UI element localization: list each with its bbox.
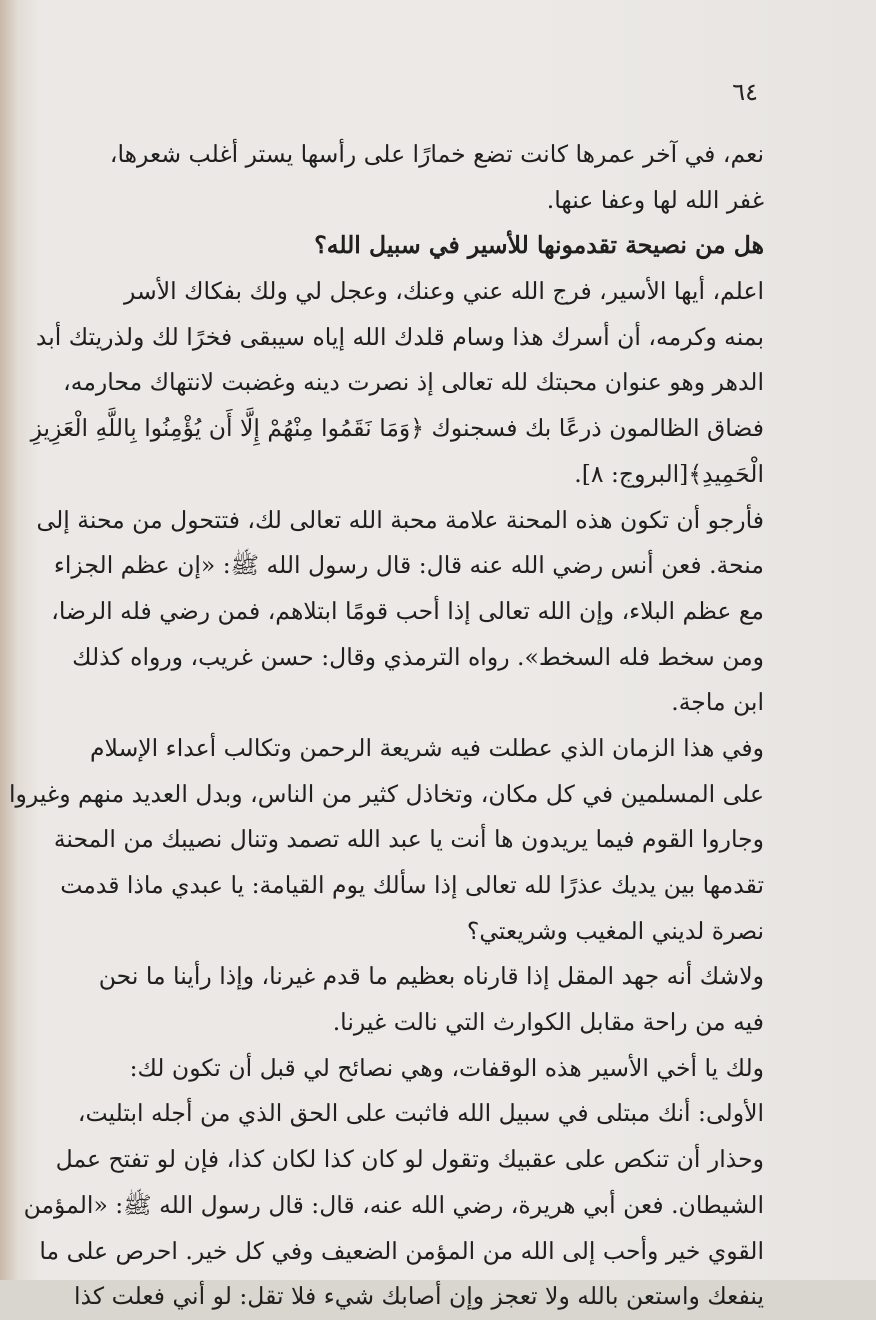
text-line: ينفعك واستعن بالله ولا تعجز وإن أصابك شيء فلا تقل: لو أني فعلت كذا <box>74 1282 764 1311</box>
text-line: ابن ماجة. <box>671 688 764 717</box>
text-line: فيه من راحة مقابل الكوارث التي نالت غيرنا. <box>332 1008 764 1037</box>
text-line: القوي خير وأحب إلى الله من المؤمن الضعيف وفي كل خير. احرص على ما <box>39 1236 764 1265</box>
text-line: ومن سخط فله السخط». رواه الترمذي وقال: حسن غريب، ورواه كذلك <box>72 642 764 671</box>
text-line: وحذار أن تنكص على عقبيك وتقول لو كان كذا لكان كذا، فإن لو تفتح عمل <box>55 1145 764 1174</box>
text-line: وجاروا القوم فيما يريدون ها أنت يا عبد الله تصمد وتنال نصيبك من المحنة <box>53 825 764 854</box>
text-line: اعلم، أيها الأسير، فرج الله عني وعنك، وعجل لي ولك بفكاك الأسر <box>124 277 764 306</box>
text-line: بمنه وكرمه، أن أسرك هذا وسام قلدك الله إياه سيبقى فخرًا لك ولذريتك أبد <box>35 322 764 351</box>
section-heading: هل من نصيحة تقدمونها للأسير في سبيل الله؟ <box>314 231 764 260</box>
text-line: الأولى: أنك مبتلى في سبيل الله فاثبت على الحق الذي من أجله ابتليت، <box>77 1099 764 1128</box>
text-line: نعم، في آخر عمرها كانت تضع خمارًا على رأسها يستر أغلب شعرها، <box>109 140 764 168</box>
text-line: ولاشك أنه جهد المقل إذا قارناه بعظيم ما قدم غيرنا، وإذا رأينا ما نحن <box>98 962 764 991</box>
text-line: الدهر وهو عنوان محبتك لله تعالى إذ نصرت دينه وغضبت لانتهاك محارمه، <box>63 368 764 397</box>
text-line: فضاق الظالمون ذرعًا بك فسجنوك ﴿وَمَا نَقَمُوا مِنْهُمْ إِلَّا أَن يُؤْمِنُوا بِاللَّهِ الْعَزِيزِ <box>30 414 764 443</box>
text-line: تقدمها بين يديك عذرًا لله تعالى إذا سألك يوم القيامة: يا عبدي ماذا قدمت <box>60 871 764 899</box>
text-line: نصرة لديني المغيب وشريعتي؟ <box>466 916 764 945</box>
text-line: مع عظم البلاء، وإن الله تعالى إذا أحب قومًا ابتلاهم، فمن رضي فله الرضا، <box>51 596 764 625</box>
text-line: فأرجو أن تكون هذه المحنة علامة محبة الله تعالى لك، فتتحول من محنة إلى <box>36 505 764 534</box>
text-line: ولك يا أخي الأسير هذه الوقفات، وهي نصائح لي قبل أن تكون لك: <box>129 1053 764 1082</box>
page-text <box>8 132 764 1320</box>
text-line: على المسلمين في كل مكان، وتخاذل كثير من الناس، وبدل العديد منهم وغيروا <box>8 779 764 808</box>
text-line: الشيطان. فعن أبي هريرة، رضي الله عنه، قال: قال رسول الله ﷺ: «المؤمن <box>23 1190 764 1219</box>
page-number: ٦٤ <box>732 78 758 106</box>
text-line: وفي هذا الزمان الذي عطلت فيه شريعة الرحمن وتكالب أعداء الإسلام <box>90 733 764 762</box>
text-line: غفر الله لها وعفا عنها. <box>546 185 764 214</box>
text-line: الْحَمِيدِ﴾[البروج: ٨]. <box>574 459 764 488</box>
text-line: منحة. فعن أنس رضي الله عنه قال: قال رسول الله ﷺ: «إن عظم الجزاء <box>53 551 764 580</box>
